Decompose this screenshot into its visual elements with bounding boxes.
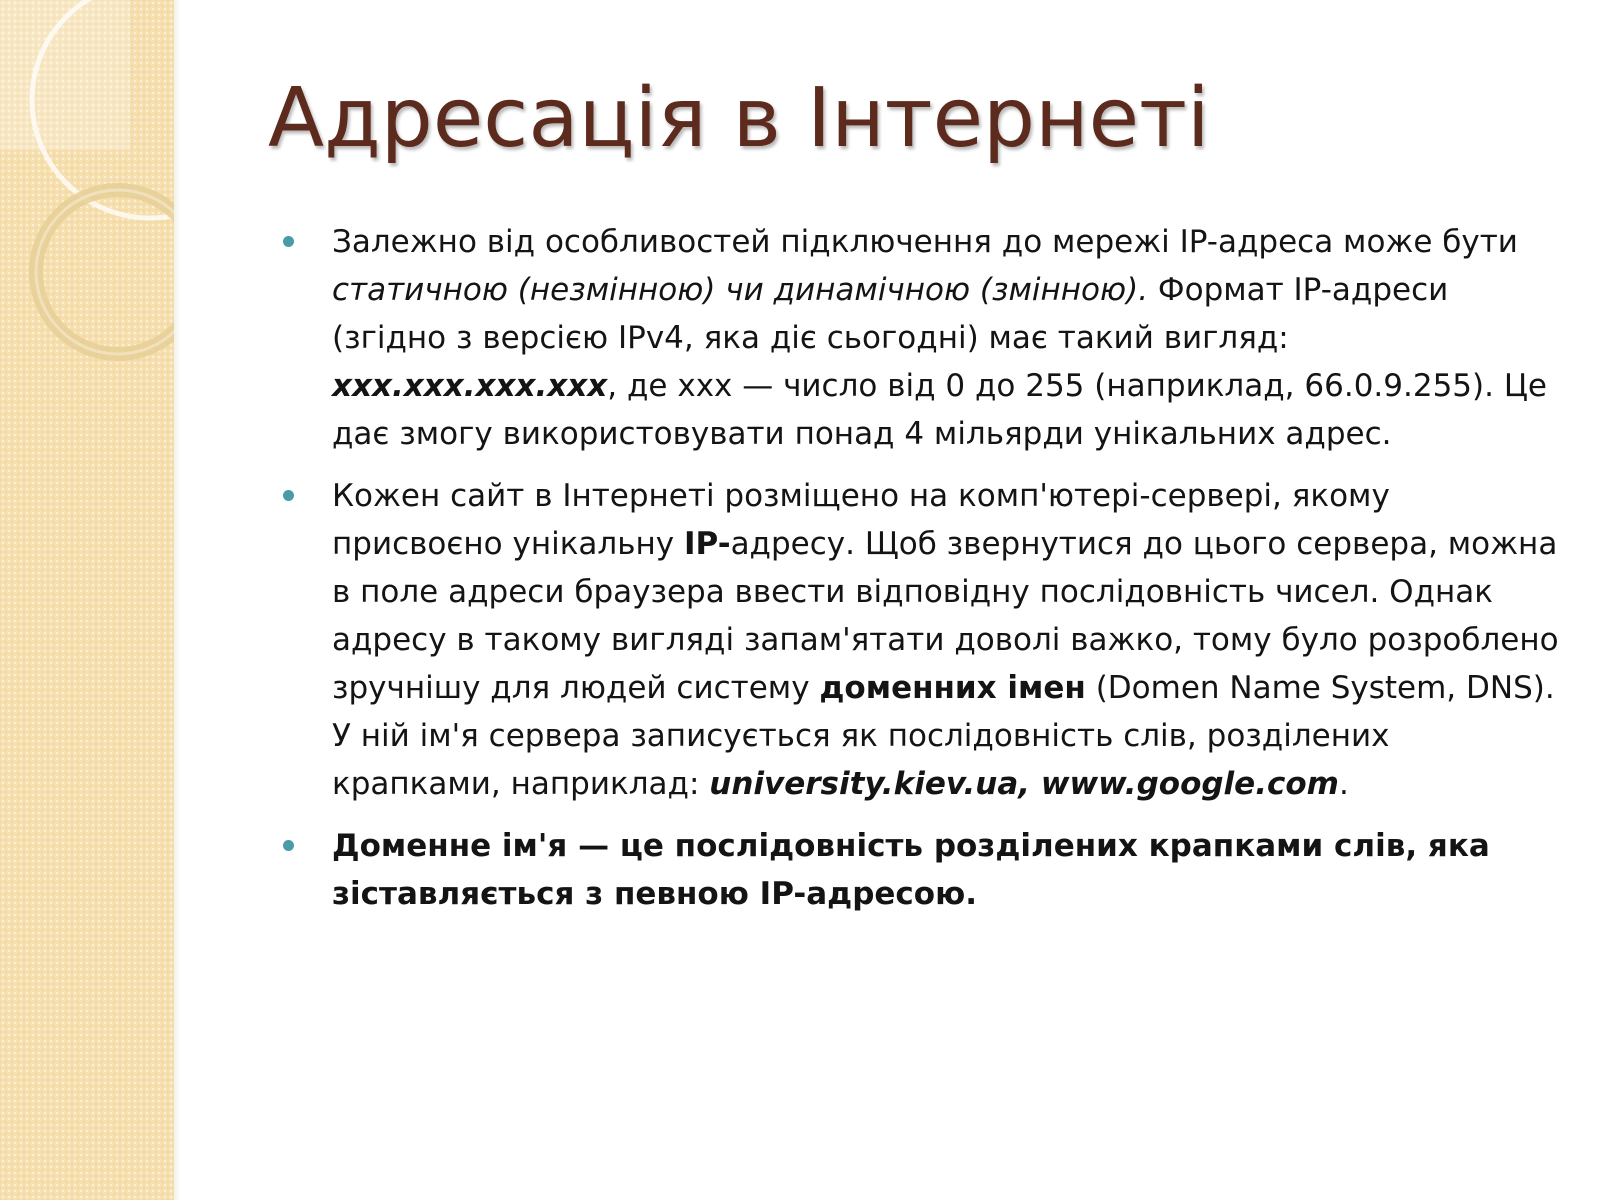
bullet-text: Формат IP-адреси (згідно з версією IPv4, яка діє сьогодні) має такий вигляд: xyxy=(332,272,1449,356)
bullet-item-domain-definition xyxy=(280,822,1560,918)
domain-name-definition: Доменне ім'я — це послідовність розділених крапками слів, яка зіставляється з певною IP-адресою. xyxy=(332,828,1490,912)
ip-format-example: xxx.xxx.xxx.xxx xyxy=(332,368,608,404)
domain-examples: university.kiev.ua, www.google.com xyxy=(709,766,1339,802)
bullet-text: Залежно від особливостей підключення до мережі IP-адреса може бути xyxy=(332,224,1518,260)
bullet-text: (Domen Name System, DNS). У ній ім'я сервера записується як послідовність слів, розділених крапками, наприклад: xyxy=(332,670,1555,802)
bullet-text: , де xxx — число від 0 до 255 (наприклад, 66.0.9.255). Це дає змогу використовувати понад 4 мільярди унікальних адрес. xyxy=(332,368,1547,452)
bullet-item-ip-address-format xyxy=(280,218,1560,458)
decorative-ring-small-highlight xyxy=(36,190,180,354)
bullet-dot-icon xyxy=(283,236,294,247)
decorative-rings xyxy=(0,0,180,420)
slide-title: Адресація в Інтернеті xyxy=(268,71,1210,166)
dns-term: доменних імен xyxy=(819,670,1086,706)
bullet-text-italic: статичною (незмінною) чи динамічною (змінною). xyxy=(332,272,1149,308)
bullet-list xyxy=(280,218,1560,932)
bullet-text-bold: IP- xyxy=(683,526,731,562)
bullet-dot-icon xyxy=(283,840,294,851)
bullet-text: адресу. Щоб звернутися до цього сервера, можна в поле адреси браузера ввести відповідну послідовність чисел. Однак адресу в такому вигляді запам'ятати доволі важко, тому було розроблено зручнішу для людей систему xyxy=(332,526,1559,706)
bullet-item-dns xyxy=(280,472,1560,808)
bullet-text: . xyxy=(1338,766,1349,802)
bullet-dot-icon xyxy=(283,490,294,501)
bullet-text: Кожен сайт в Інтернеті розміщено на комп'ютері-сервері, якому присвоєно унікальну xyxy=(332,478,1390,562)
band-edge xyxy=(174,0,180,1200)
